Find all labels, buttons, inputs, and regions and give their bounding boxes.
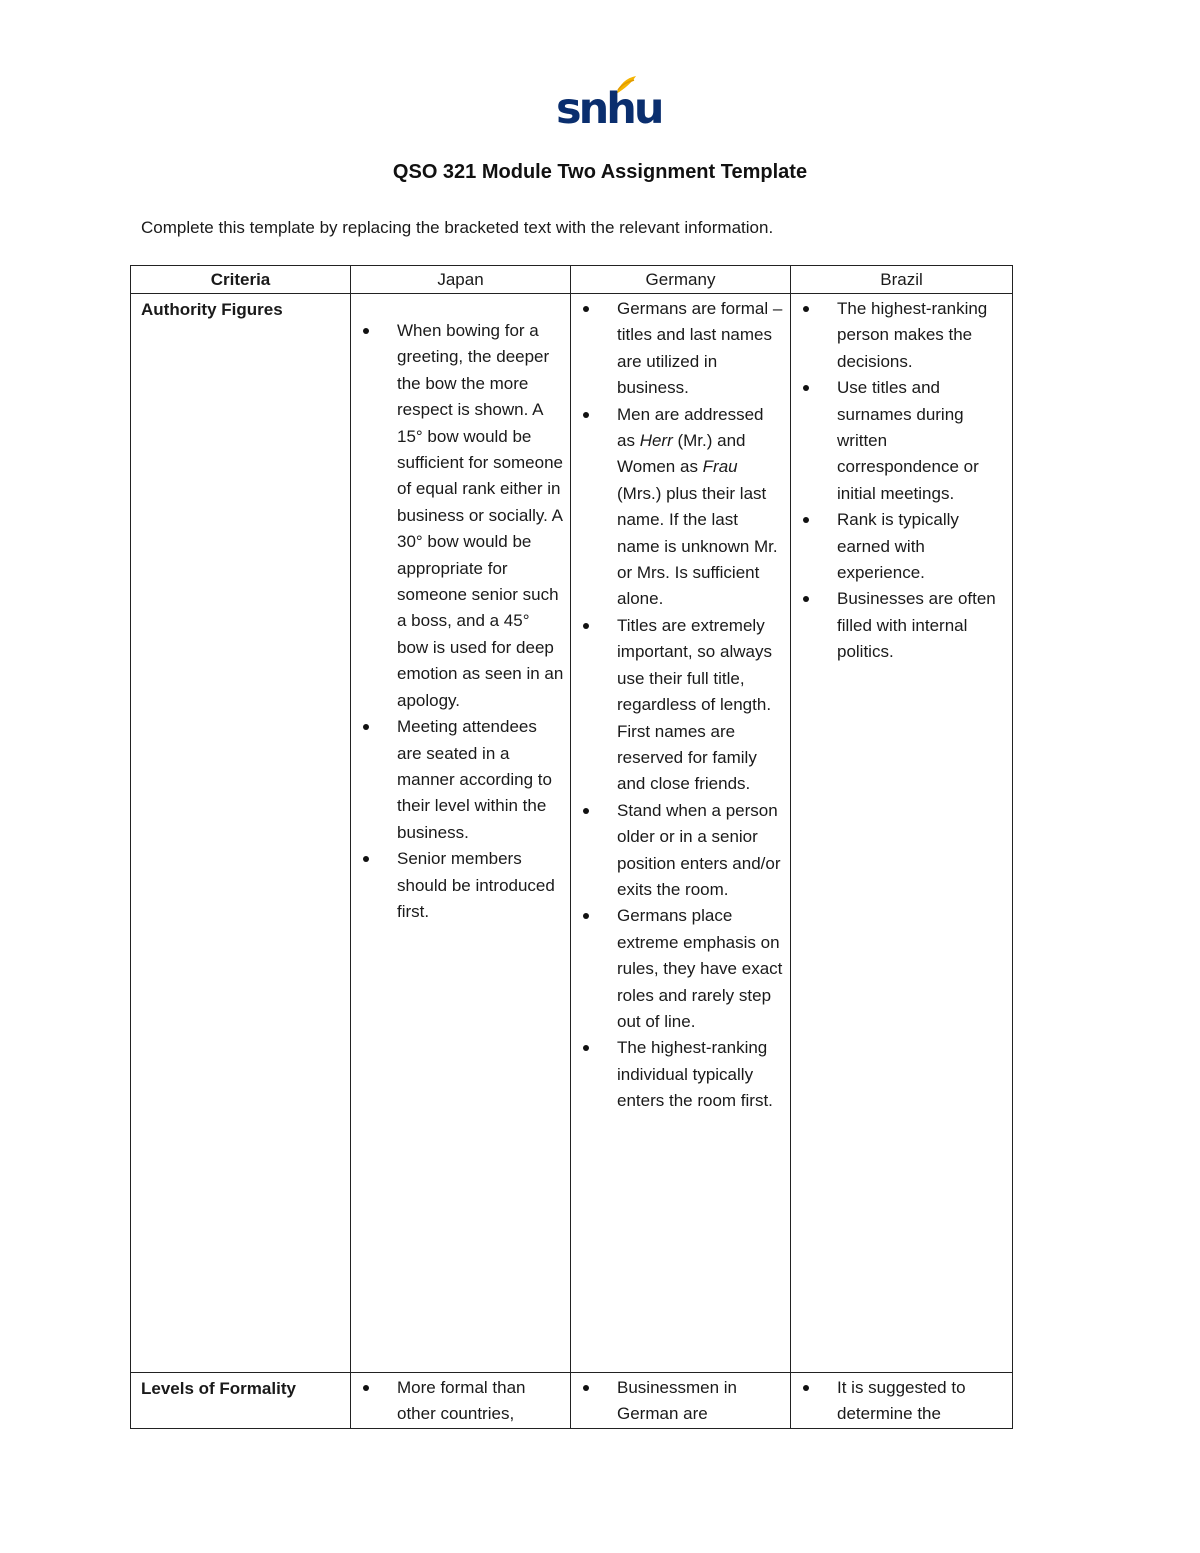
snhu-logo [556, 74, 662, 134]
list-item [351, 846, 570, 925]
bullet-text: Meeting attendees are seated in a manner according to their level within the business. [397, 717, 552, 842]
bullet-text: The highest-ranking individual typically enters the room first. [617, 1038, 773, 1111]
document-title: QSO 321 Module Two Assignment Template [392, 161, 808, 183]
cell-japan-formality [351, 1373, 571, 1429]
bullet-text: More formal than other countries, [397, 1378, 526, 1424]
list-item [351, 1375, 570, 1428]
instruction-text: Complete this template by replacing the bracketed text with the relevant information. [141, 218, 774, 237]
bullet-icon [583, 808, 589, 814]
bullet-text: Men are addressed as Herr (Mr.) and Women as Frau (Mrs.) plus their last name. If the last name is unknown Mr. or Mrs. Is sufficient alone. [617, 404, 778, 609]
cell-japan-authority [351, 294, 571, 1373]
criteria-authority-figures: Authority Figures [131, 294, 351, 1373]
bullet-text: Titles are extremely important, so always use their full title, regardless of length. First names are reserved for family and close friends. [617, 615, 772, 794]
cell-brazil-formality [791, 1373, 1013, 1429]
bullet-text: It is suggested to determine the [837, 1378, 966, 1424]
bullet-icon [363, 856, 369, 862]
list-item [791, 507, 1012, 586]
italic-term: Frau [702, 457, 738, 477]
bullet-text: Businessmen in German are [617, 1378, 738, 1424]
header-japan: Japan [351, 266, 571, 294]
header-germany: Germany [571, 266, 791, 294]
bullet-icon [583, 623, 589, 629]
bullet-text: When bowing for a greeting, the deeper the bow the more respect is shown. A 15° bow would be sufficient for someone of equal rank either in business or socially. A 30° bow would be appropriate for someone senior such a boss, and a 45° bow is used for deep emotion as seen in an apology. [397, 321, 564, 710]
bullet-icon [803, 1385, 809, 1391]
bullet-icon [583, 913, 589, 919]
list-item [351, 714, 570, 846]
cell-brazil-authority [791, 294, 1013, 1373]
list-item [571, 613, 790, 798]
bullet-text: Use titles and surnames during written correspondence or initial meetings. [837, 378, 979, 503]
criteria-levels-of-formality: Levels of Formality [131, 1373, 351, 1429]
bullet-icon [363, 328, 369, 334]
header-criteria: Criteria [131, 266, 351, 294]
cell-germany-authority [571, 294, 791, 1373]
bullet-icon [803, 596, 809, 602]
list-item [791, 586, 1012, 665]
cell-germany-formality [571, 1373, 791, 1429]
bullet-icon [583, 306, 589, 312]
bullet-text: Stand when a person older or in a senior position enters and/or exits the room. [617, 800, 781, 899]
table-header-row [131, 266, 1013, 294]
list-item [571, 1375, 790, 1428]
list-item [351, 318, 570, 714]
table-row-levels-of-formality [131, 1373, 1013, 1429]
bullet-icon [583, 1045, 589, 1051]
bullet-icon [363, 1385, 369, 1391]
bullet-text: Businesses are often filled with internal politics. [837, 589, 996, 662]
bullet-text: Rank is typically earned with experience. [837, 510, 959, 583]
bullet-text: Germans are formal – titles and last names are utilized in business. [617, 299, 783, 398]
list-item [791, 296, 1012, 375]
bullet-icon [803, 517, 809, 523]
criteria-table [130, 265, 1013, 1429]
bullet-icon [583, 412, 589, 418]
list-item [791, 1375, 1012, 1428]
bullet-icon [363, 724, 369, 730]
bullet-icon [803, 306, 809, 312]
bullet-text: Senior members should be introduced first. [397, 849, 555, 921]
bullet-icon [803, 385, 809, 391]
header-brazil: Brazil [791, 266, 1013, 294]
bullet-text: The highest-ranking person makes the decisions. [837, 299, 988, 371]
list-item [571, 296, 790, 402]
list-item [571, 402, 790, 613]
list-item [571, 1035, 790, 1114]
bullet-text: Germans place extreme emphasis on rules, they have exact roles and rarely step out of line. [617, 906, 783, 1031]
list-item [571, 798, 790, 904]
list-item [791, 375, 1012, 507]
italic-term: Herr [639, 431, 673, 451]
list-item [571, 903, 790, 1035]
logo-wordmark: snhu [556, 84, 662, 134]
bullet-icon [583, 1385, 589, 1391]
table-row-authority-figures [131, 294, 1013, 1373]
